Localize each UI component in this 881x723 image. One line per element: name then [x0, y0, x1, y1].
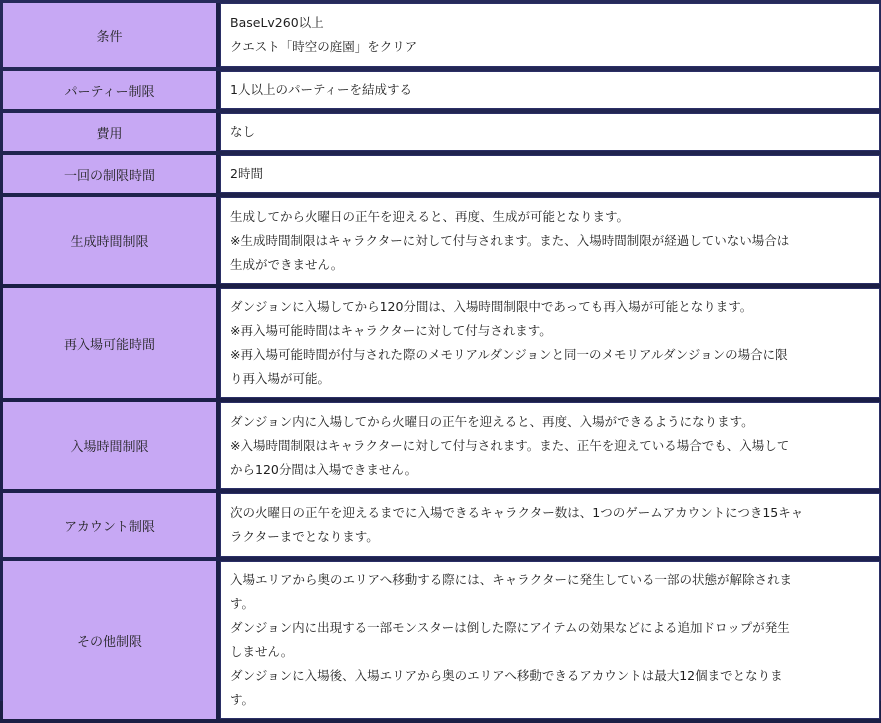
- row-value: [220, 113, 880, 151]
- value-line: ラクターまでとなります。: [230, 529, 379, 544]
- table-row: [3, 113, 880, 151]
- value-line: り再入場が可能。: [230, 371, 331, 386]
- value-line: 生成してから火曜日の正午を迎えると、再度、生成が可能となります。: [230, 208, 630, 224]
- table-row: [3, 197, 880, 284]
- value-line: ダンジョン内に出現する一部モンスターは倒した際にアイテムの効果などによる追加ドロップが発生: [230, 620, 790, 635]
- row-value: [220, 493, 880, 557]
- value-line: ※再入場可能時間はキャラクターに対して付与されます。: [230, 323, 552, 338]
- table-row: [3, 71, 880, 109]
- table-row: [3, 3, 880, 67]
- row-label: 一回の制限時間: [3, 155, 220, 193]
- value-line: ※入場時間制限はキャラクターに対して付与されます。また、正午を迎えている場合でも、入場して: [230, 437, 790, 453]
- value-line: 1人以上のパーティーを結成する: [230, 82, 412, 97]
- value-line: す。: [230, 596, 255, 611]
- row-label: 費用: [3, 113, 220, 151]
- value-line: クエスト「時空の庭園」をクリア: [230, 39, 418, 54]
- table-row: [3, 288, 880, 398]
- value-line: ダンジョンに入場後、入場エリアから奥のエリアへ移動できるアカウントは最大12個までとなりま: [230, 668, 783, 683]
- row-value: [220, 561, 880, 719]
- table-row: [3, 155, 880, 193]
- value-line: ※生成時間制限はキャラクターに対して付与されます。また、入場時間制限が経過していない場合は: [230, 232, 790, 248]
- row-value: [220, 3, 880, 67]
- value-line: から120分間は入場できません。: [230, 461, 418, 477]
- value-line: 2時間: [230, 166, 263, 181]
- row-label: 入場時間制限: [3, 402, 220, 489]
- row-label: 再入場可能時間: [3, 288, 220, 398]
- value-line: ※再入場可能時間が付与された際のメモリアルダンジョンと同一のメモリアルダンジョンの場合に限: [230, 347, 788, 362]
- value-line: ダンジョンに入場してから120分間は、入場時間制限中であっても再入場が可能となります。: [230, 299, 753, 314]
- value-line: 入場エリアから奥のエリアへ移動する際には、キャラクターに発生している一部の状態が解除されま: [230, 572, 793, 587]
- table-row: [3, 493, 880, 557]
- dungeon-info-table: [3, 0, 880, 723]
- table-row: [3, 561, 880, 719]
- row-label: 条件: [3, 3, 220, 67]
- value-line: 生成ができません。: [230, 256, 344, 272]
- table-row: [3, 402, 880, 489]
- row-label: 生成時間制限: [3, 197, 220, 284]
- row-label: その他制限: [3, 561, 220, 719]
- value-line: す。: [230, 692, 255, 707]
- value-line: なし: [230, 124, 256, 139]
- row-label: パーティー制限: [3, 71, 220, 109]
- value-line: 次の火曜日の正午を迎えるまでに入場できるキャラクター数は、1つのゲームアカウントにつき15キャ: [230, 505, 804, 520]
- table-body: [3, 3, 880, 719]
- value-line: BaseLv260以上: [230, 15, 324, 30]
- value-line: しません。: [230, 644, 294, 659]
- row-label: アカウント制限: [3, 493, 220, 557]
- row-value: [220, 155, 880, 193]
- row-value: [220, 197, 880, 284]
- row-value: [220, 71, 880, 109]
- value-line: ダンジョン内に入場してから火曜日の正午を迎えると、再度、入場ができるようになります。: [230, 413, 754, 429]
- row-value: [220, 288, 880, 398]
- row-value: [220, 402, 880, 489]
